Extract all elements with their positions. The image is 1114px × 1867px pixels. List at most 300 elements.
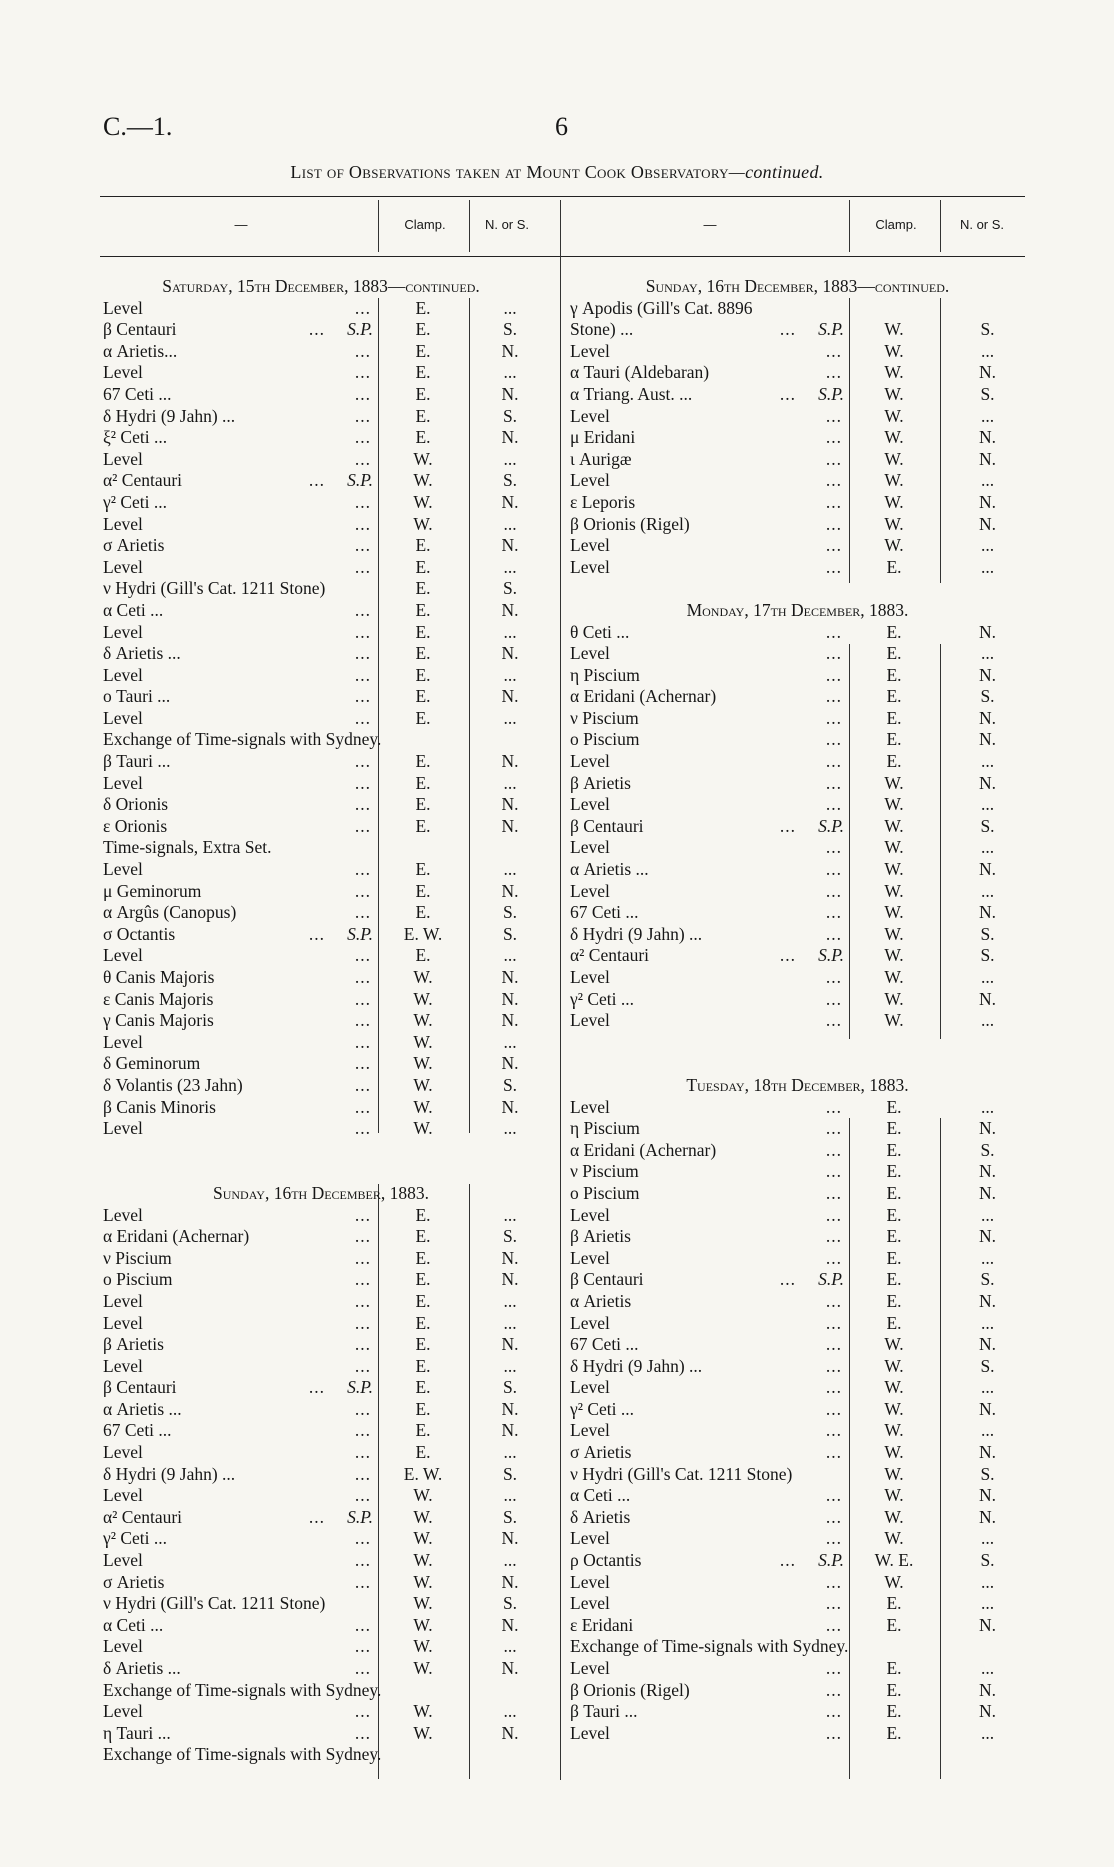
ns-value: N. xyxy=(501,1247,519,1268)
observation-row xyxy=(570,967,1025,989)
note-text: Exchange of Time-signals with Sydney. xyxy=(103,729,382,750)
ns-value: ... xyxy=(980,880,995,901)
observation-row xyxy=(103,1205,539,1227)
star-name: α Argûs (Canopus) xyxy=(103,902,237,923)
page-number: 6 xyxy=(555,112,568,141)
leader-dots: ... xyxy=(779,319,796,340)
observation-row xyxy=(103,1615,539,1637)
observation-row xyxy=(570,816,1025,838)
leader-dots: ... xyxy=(354,1636,371,1657)
column-divider xyxy=(560,200,561,1780)
leader-dots: ... xyxy=(779,383,796,404)
clamp-value: W. xyxy=(884,513,904,534)
clamp-value: W. xyxy=(884,967,904,987)
observation-row xyxy=(570,1507,1025,1529)
clamp-value: E. xyxy=(886,643,902,664)
leader-dots: ... xyxy=(825,1506,842,1527)
header-divider xyxy=(378,200,379,252)
observation-row xyxy=(570,859,1025,881)
ns-value: S. xyxy=(502,578,518,599)
clamp-value: E. xyxy=(415,880,431,901)
leader-dots: ... xyxy=(825,1485,842,1506)
note-text: Time-signals, Extra Set. xyxy=(103,837,272,858)
star-name: β Tauri ... xyxy=(570,1701,638,1722)
ns-value: S. xyxy=(502,1074,518,1095)
star-name: ι Aurigæ xyxy=(570,448,632,469)
star-name: ν Piscium xyxy=(103,1247,172,1268)
clamp-value: E. xyxy=(886,1290,902,1311)
leader-dots: ... xyxy=(825,1010,842,1031)
ns-value: S. xyxy=(980,1550,995,1571)
observation-row xyxy=(570,1377,1025,1399)
leader-dots: ... xyxy=(354,1658,371,1678)
header-blank-left: — xyxy=(234,217,248,232)
leader-dots: ... xyxy=(825,967,842,987)
observation-row xyxy=(570,1464,1025,1486)
leader-dots: ... xyxy=(825,427,842,448)
ns-value: N. xyxy=(501,1398,519,1419)
leader-dots: ... xyxy=(354,556,371,577)
leader-dots: ... xyxy=(354,491,371,512)
leader-dots: ... xyxy=(825,880,842,901)
ns-value: N. xyxy=(501,643,519,664)
observation-row xyxy=(570,1205,1025,1227)
star-name: Level xyxy=(570,340,610,361)
ns-value: N. xyxy=(501,686,519,707)
ns-value: ... xyxy=(980,1247,995,1268)
star-name: Level xyxy=(570,1312,610,1333)
clamp-value: W. xyxy=(884,1506,904,1527)
clamp-value: W. xyxy=(413,967,433,987)
star-name: β Arietis xyxy=(103,1334,164,1355)
leader-dots: ... xyxy=(308,1506,325,1527)
leader-dots: ... xyxy=(825,448,842,469)
observation-row xyxy=(570,686,1025,708)
clamp-value: W. xyxy=(413,1031,433,1052)
star-name: β Orionis (Rigel) xyxy=(570,513,690,534)
ns-value: N. xyxy=(501,491,519,512)
clamp-value: W. xyxy=(884,988,904,1009)
clamp-value: W. xyxy=(413,1485,433,1506)
observation-row xyxy=(570,535,1025,557)
observation-row xyxy=(103,1356,539,1378)
observation-row xyxy=(103,1097,539,1119)
page-title xyxy=(0,162,1114,183)
ns-value: N. xyxy=(501,1722,519,1743)
ns-value: S. xyxy=(980,1355,995,1376)
ns-value: N. xyxy=(501,815,519,836)
leader-dots: ... xyxy=(354,794,371,815)
observation-row xyxy=(103,1701,539,1723)
star-name: ε Leporis xyxy=(570,491,636,512)
observation-row xyxy=(103,492,539,514)
ns-value: S. xyxy=(980,923,995,944)
clamp-value: W. xyxy=(884,491,904,512)
date-heading xyxy=(103,276,539,298)
clamp-value: W. xyxy=(413,1701,433,1722)
ns-value: ... xyxy=(503,621,517,642)
observation-row xyxy=(103,1507,539,1529)
observation-row xyxy=(103,514,539,536)
ns-value: S. xyxy=(502,923,518,944)
leader-dots: ... xyxy=(825,837,842,858)
clamp-value: W. xyxy=(884,427,904,448)
title-continued: —continued. xyxy=(728,162,824,182)
star-name: α Ceti ... xyxy=(570,1485,631,1506)
leader-dots: ... xyxy=(825,491,842,512)
clamp-value: E. xyxy=(886,1226,902,1247)
observation-row xyxy=(570,1399,1025,1421)
ns-value: N. xyxy=(501,1096,519,1117)
observation-row xyxy=(570,773,1025,795)
date-heading xyxy=(570,276,1025,298)
clamp-value: W. xyxy=(413,1506,433,1527)
observation-row xyxy=(570,427,1025,449)
clamp-value: W. xyxy=(413,1118,433,1139)
leader-dots: ... xyxy=(354,405,371,426)
star-name: γ Apodis (Gill's Cat. 8896 xyxy=(570,297,753,318)
observation-row xyxy=(103,859,539,881)
ns-value: ... xyxy=(980,1096,995,1117)
observation-row xyxy=(103,708,539,730)
clamp-value: W. xyxy=(884,448,904,469)
star-name: ν Hydri (Gill's Cat. 1211 Stone) xyxy=(103,1593,326,1614)
ns-value: ... xyxy=(980,340,995,361)
clamp-value: W. xyxy=(884,1528,904,1549)
observation-row xyxy=(570,751,1025,773)
observation-row xyxy=(103,578,539,600)
star-name: η Tauri ... xyxy=(103,1722,171,1743)
observation-row xyxy=(570,1658,1025,1680)
ns-value: N. xyxy=(978,1485,996,1506)
ns-value: N. xyxy=(501,1571,519,1592)
clamp-value: E. xyxy=(415,1334,431,1355)
observation-row xyxy=(570,1313,1025,1335)
star-name: Stone) ... xyxy=(570,319,634,340)
observation-row xyxy=(570,945,1025,967)
ns-value: N. xyxy=(978,1161,996,1182)
star-name: Level xyxy=(103,1312,143,1333)
star-name: 67 Ceti ... xyxy=(570,902,639,923)
sub-polar-mark: S.P. xyxy=(818,1269,844,1290)
observation-row xyxy=(570,1248,1025,1270)
observation-row xyxy=(570,1226,1025,1248)
star-name: Level xyxy=(103,1204,143,1225)
left-column xyxy=(103,276,539,1766)
ns-value: N. xyxy=(978,1701,996,1722)
star-name: α Tauri (Aldebaran) xyxy=(570,362,710,383)
clamp-value: W. xyxy=(884,794,904,815)
star-name: β Centauri xyxy=(103,319,177,340)
date-heading xyxy=(570,600,1025,622)
leader-dots: ... xyxy=(825,707,842,728)
observation-row xyxy=(570,989,1025,1011)
observation-row xyxy=(103,1118,539,1140)
clamp-value: W. xyxy=(884,1355,904,1376)
ns-value: ... xyxy=(503,513,517,534)
leader-dots: ... xyxy=(354,1571,371,1592)
note-text: Exchange of Time-signals with Sydney. xyxy=(103,1679,382,1700)
star-name: Level xyxy=(103,945,143,966)
star-name: Level xyxy=(570,535,610,556)
star-name: Level xyxy=(570,1722,610,1743)
ns-value: S. xyxy=(502,319,518,340)
star-name: Level xyxy=(570,1658,610,1678)
observation-row xyxy=(570,1097,1025,1119)
ns-value: ... xyxy=(503,1550,517,1571)
ns-value: S. xyxy=(980,815,995,836)
leader-dots: ... xyxy=(825,470,842,491)
observation-row xyxy=(570,1291,1025,1313)
clamp-value: W. xyxy=(413,1722,433,1743)
date-heading-text: Monday, 17th December, 1883. xyxy=(686,599,909,620)
spacer-row xyxy=(570,1032,1025,1054)
clamp-value: E. xyxy=(415,1226,431,1247)
ns-value: ... xyxy=(980,405,995,426)
clamp-value: W. xyxy=(884,945,904,966)
leader-dots: ... xyxy=(354,340,371,361)
observation-row xyxy=(103,1550,539,1572)
ns-value: N. xyxy=(978,859,996,880)
clamp-value: E. xyxy=(415,751,431,772)
leader-dots: ... xyxy=(825,621,842,642)
leader-dots: ... xyxy=(825,902,842,923)
star-name: Level xyxy=(103,1290,143,1311)
star-name: η Piscium xyxy=(570,1118,640,1139)
leader-dots: ... xyxy=(825,794,842,815)
ns-value: S. xyxy=(980,1269,995,1290)
star-name: β Orionis (Rigel) xyxy=(570,1679,690,1700)
clamp-value: E. xyxy=(415,621,431,642)
clamp-value: W. xyxy=(413,1614,433,1635)
star-name: Level xyxy=(103,448,143,469)
observation-row xyxy=(570,406,1025,428)
sub-polar-mark: S.P. xyxy=(347,319,373,340)
ns-value: ... xyxy=(980,535,995,556)
ns-value: S. xyxy=(980,1139,995,1160)
observation-row xyxy=(103,449,539,471)
leader-dots: ... xyxy=(354,643,371,664)
star-name: α² Centauri xyxy=(103,470,183,491)
observation-row xyxy=(570,1356,1025,1378)
leader-dots: ... xyxy=(825,1722,842,1743)
star-name: β Centauri xyxy=(570,1269,644,1290)
observation-row xyxy=(570,881,1025,903)
observation-row xyxy=(570,1442,1025,1464)
ns-value: ... xyxy=(980,837,995,858)
leader-dots: ... xyxy=(354,383,371,404)
ns-value: ... xyxy=(980,643,995,664)
ns-value: N. xyxy=(978,1182,996,1203)
leader-dots: ... xyxy=(354,1463,371,1484)
ns-value: ... xyxy=(503,1442,517,1463)
ns-value: N. xyxy=(978,362,996,383)
observation-row xyxy=(570,341,1025,363)
ns-value: ... xyxy=(980,794,995,815)
leader-dots: ... xyxy=(825,556,842,577)
leader-dots: ... xyxy=(354,1031,371,1052)
ns-value: S. xyxy=(502,1593,518,1614)
ns-value: ... xyxy=(980,967,995,987)
star-name: ν Piscium xyxy=(570,707,639,728)
ns-value: S. xyxy=(502,470,518,491)
star-name: β Centauri xyxy=(570,815,644,836)
observation-row xyxy=(103,794,539,816)
clamp-value: E. xyxy=(415,599,431,620)
star-name: β Centauri xyxy=(103,1377,177,1398)
observation-row xyxy=(103,427,539,449)
star-name: ρ Octantis xyxy=(570,1550,642,1571)
observation-row xyxy=(103,816,539,838)
clamp-value: E. xyxy=(886,707,902,728)
ns-value: N. xyxy=(501,988,519,1009)
leader-dots: ... xyxy=(354,1550,371,1571)
clamp-value: W. xyxy=(413,1571,433,1592)
ns-value: N. xyxy=(978,1226,996,1247)
ns-value: ... xyxy=(503,556,517,577)
clamp-value: E. xyxy=(886,686,902,707)
date-heading-text: Tuesday, 18th December, 1883. xyxy=(686,1074,909,1095)
leader-dots: ... xyxy=(825,1204,842,1225)
star-name: 67 Ceti ... xyxy=(570,1334,639,1355)
star-name: Level xyxy=(103,1355,143,1376)
ns-value: N. xyxy=(501,1658,519,1678)
observation-row xyxy=(570,622,1025,644)
star-name: ο Piscium xyxy=(570,729,640,750)
star-name: Level xyxy=(570,1420,610,1441)
clamp-value: W. xyxy=(884,923,904,944)
observation-row xyxy=(103,362,539,384)
observation-row xyxy=(103,470,539,492)
clamp-value: E. xyxy=(415,859,431,880)
clamp-value: E. xyxy=(415,578,431,599)
clamp-value: E. xyxy=(415,1442,431,1463)
clamp-value: W. xyxy=(884,340,904,361)
clamp-value: E. xyxy=(415,556,431,577)
observation-row xyxy=(570,1269,1025,1291)
clamp-value: W. xyxy=(884,1485,904,1506)
observation-row xyxy=(103,881,539,903)
ns-value: N. xyxy=(501,427,519,448)
leader-dots: ... xyxy=(354,945,371,966)
ns-value: S. xyxy=(502,405,518,426)
leader-dots: ... xyxy=(825,751,842,772)
leader-dots: ... xyxy=(825,1139,842,1160)
clamp-value: E. xyxy=(415,707,431,728)
leader-dots: ... xyxy=(825,729,842,750)
ns-value: ... xyxy=(980,1377,995,1398)
clamp-value: W. xyxy=(413,491,433,512)
ns-value: S. xyxy=(502,902,518,923)
star-name: Level xyxy=(570,1593,610,1614)
observation-row xyxy=(570,1723,1025,1745)
leader-dots: ... xyxy=(354,880,371,901)
ns-value: N. xyxy=(978,729,996,750)
star-name: δ Hydri (9 Jahn) ... xyxy=(103,405,236,426)
clamp-value: W. xyxy=(884,1442,904,1463)
header-clamp-left: Clamp. xyxy=(404,217,446,232)
observation-row xyxy=(103,643,539,665)
clamp-value: E. xyxy=(415,1269,431,1290)
ns-value: ... xyxy=(980,1722,995,1743)
header-ns-left: N. or S. xyxy=(484,217,530,232)
clamp-value: W. xyxy=(413,1593,433,1614)
star-name: γ² Ceti ... xyxy=(103,491,168,512)
star-name: ο Piscium xyxy=(103,1269,173,1290)
star-name: δ Arietis xyxy=(570,1506,631,1527)
observation-row xyxy=(103,1075,539,1097)
leader-dots: ... xyxy=(354,772,371,793)
ns-value: N. xyxy=(501,1528,519,1549)
observation-row xyxy=(570,298,1025,320)
star-name: Level xyxy=(570,556,610,577)
ns-value: ... xyxy=(980,1593,995,1614)
ns-value: ... xyxy=(503,1355,517,1376)
star-name: η Piscium xyxy=(570,664,640,685)
star-name: Level xyxy=(103,556,143,577)
clamp-value: E. xyxy=(415,535,431,556)
leader-dots: ... xyxy=(825,1377,842,1398)
leader-dots: ... xyxy=(825,1182,842,1203)
clamp-value: W. xyxy=(884,1010,904,1031)
clamp-value: W. xyxy=(884,1420,904,1441)
leader-dots: ... xyxy=(825,686,842,707)
ns-value: N. xyxy=(501,535,519,556)
ns-value: N. xyxy=(501,599,519,620)
star-name: ε Orionis xyxy=(103,815,168,836)
leader-dots: ... xyxy=(354,1204,371,1225)
star-name: α Eridani (Achernar) xyxy=(570,686,717,707)
leader-dots: ... xyxy=(354,1010,371,1031)
leader-dots: ... xyxy=(779,1269,796,1290)
star-name: Level xyxy=(103,859,143,880)
clamp-value: W. E. xyxy=(874,1550,914,1571)
leader-dots: ... xyxy=(354,448,371,469)
star-name: δ Hydri (9 Jahn) ... xyxy=(570,923,703,944)
ns-value: N. xyxy=(978,513,996,534)
observation-row xyxy=(103,1399,539,1421)
clamp-value: W. xyxy=(884,1463,904,1484)
sub-polar-mark: S.P. xyxy=(347,1377,373,1398)
star-name: α Arietis ... xyxy=(570,859,649,880)
clamp-value: E. xyxy=(415,772,431,793)
ns-value: N. xyxy=(501,383,519,404)
ns-value: ... xyxy=(980,1010,995,1031)
note-row xyxy=(103,1744,539,1766)
clamp-value: W. xyxy=(884,535,904,556)
ns-value: N. xyxy=(978,772,996,793)
header-divider xyxy=(849,200,850,252)
leader-dots: ... xyxy=(825,1312,842,1333)
ns-value: ... xyxy=(503,1290,517,1311)
star-name: α Triang. Aust. ... xyxy=(570,383,693,404)
observation-row xyxy=(103,945,539,967)
clamp-value: E. xyxy=(415,362,431,383)
note-text: Exchange of Time-signals with Sydney. xyxy=(570,1636,849,1657)
header-divider xyxy=(940,200,941,252)
clamp-value: W. xyxy=(413,1053,433,1074)
ns-value: N. xyxy=(501,1614,519,1635)
clamp-value: E. xyxy=(415,427,431,448)
ns-value: ... xyxy=(503,664,517,685)
leader-dots: ... xyxy=(825,1096,842,1117)
leader-dots: ... xyxy=(825,1420,842,1441)
leader-dots: ... xyxy=(825,643,842,664)
ns-value: N. xyxy=(501,1334,519,1355)
observation-row xyxy=(103,319,539,341)
clamp-value: W. xyxy=(884,815,904,836)
leader-dots: ... xyxy=(825,362,842,383)
